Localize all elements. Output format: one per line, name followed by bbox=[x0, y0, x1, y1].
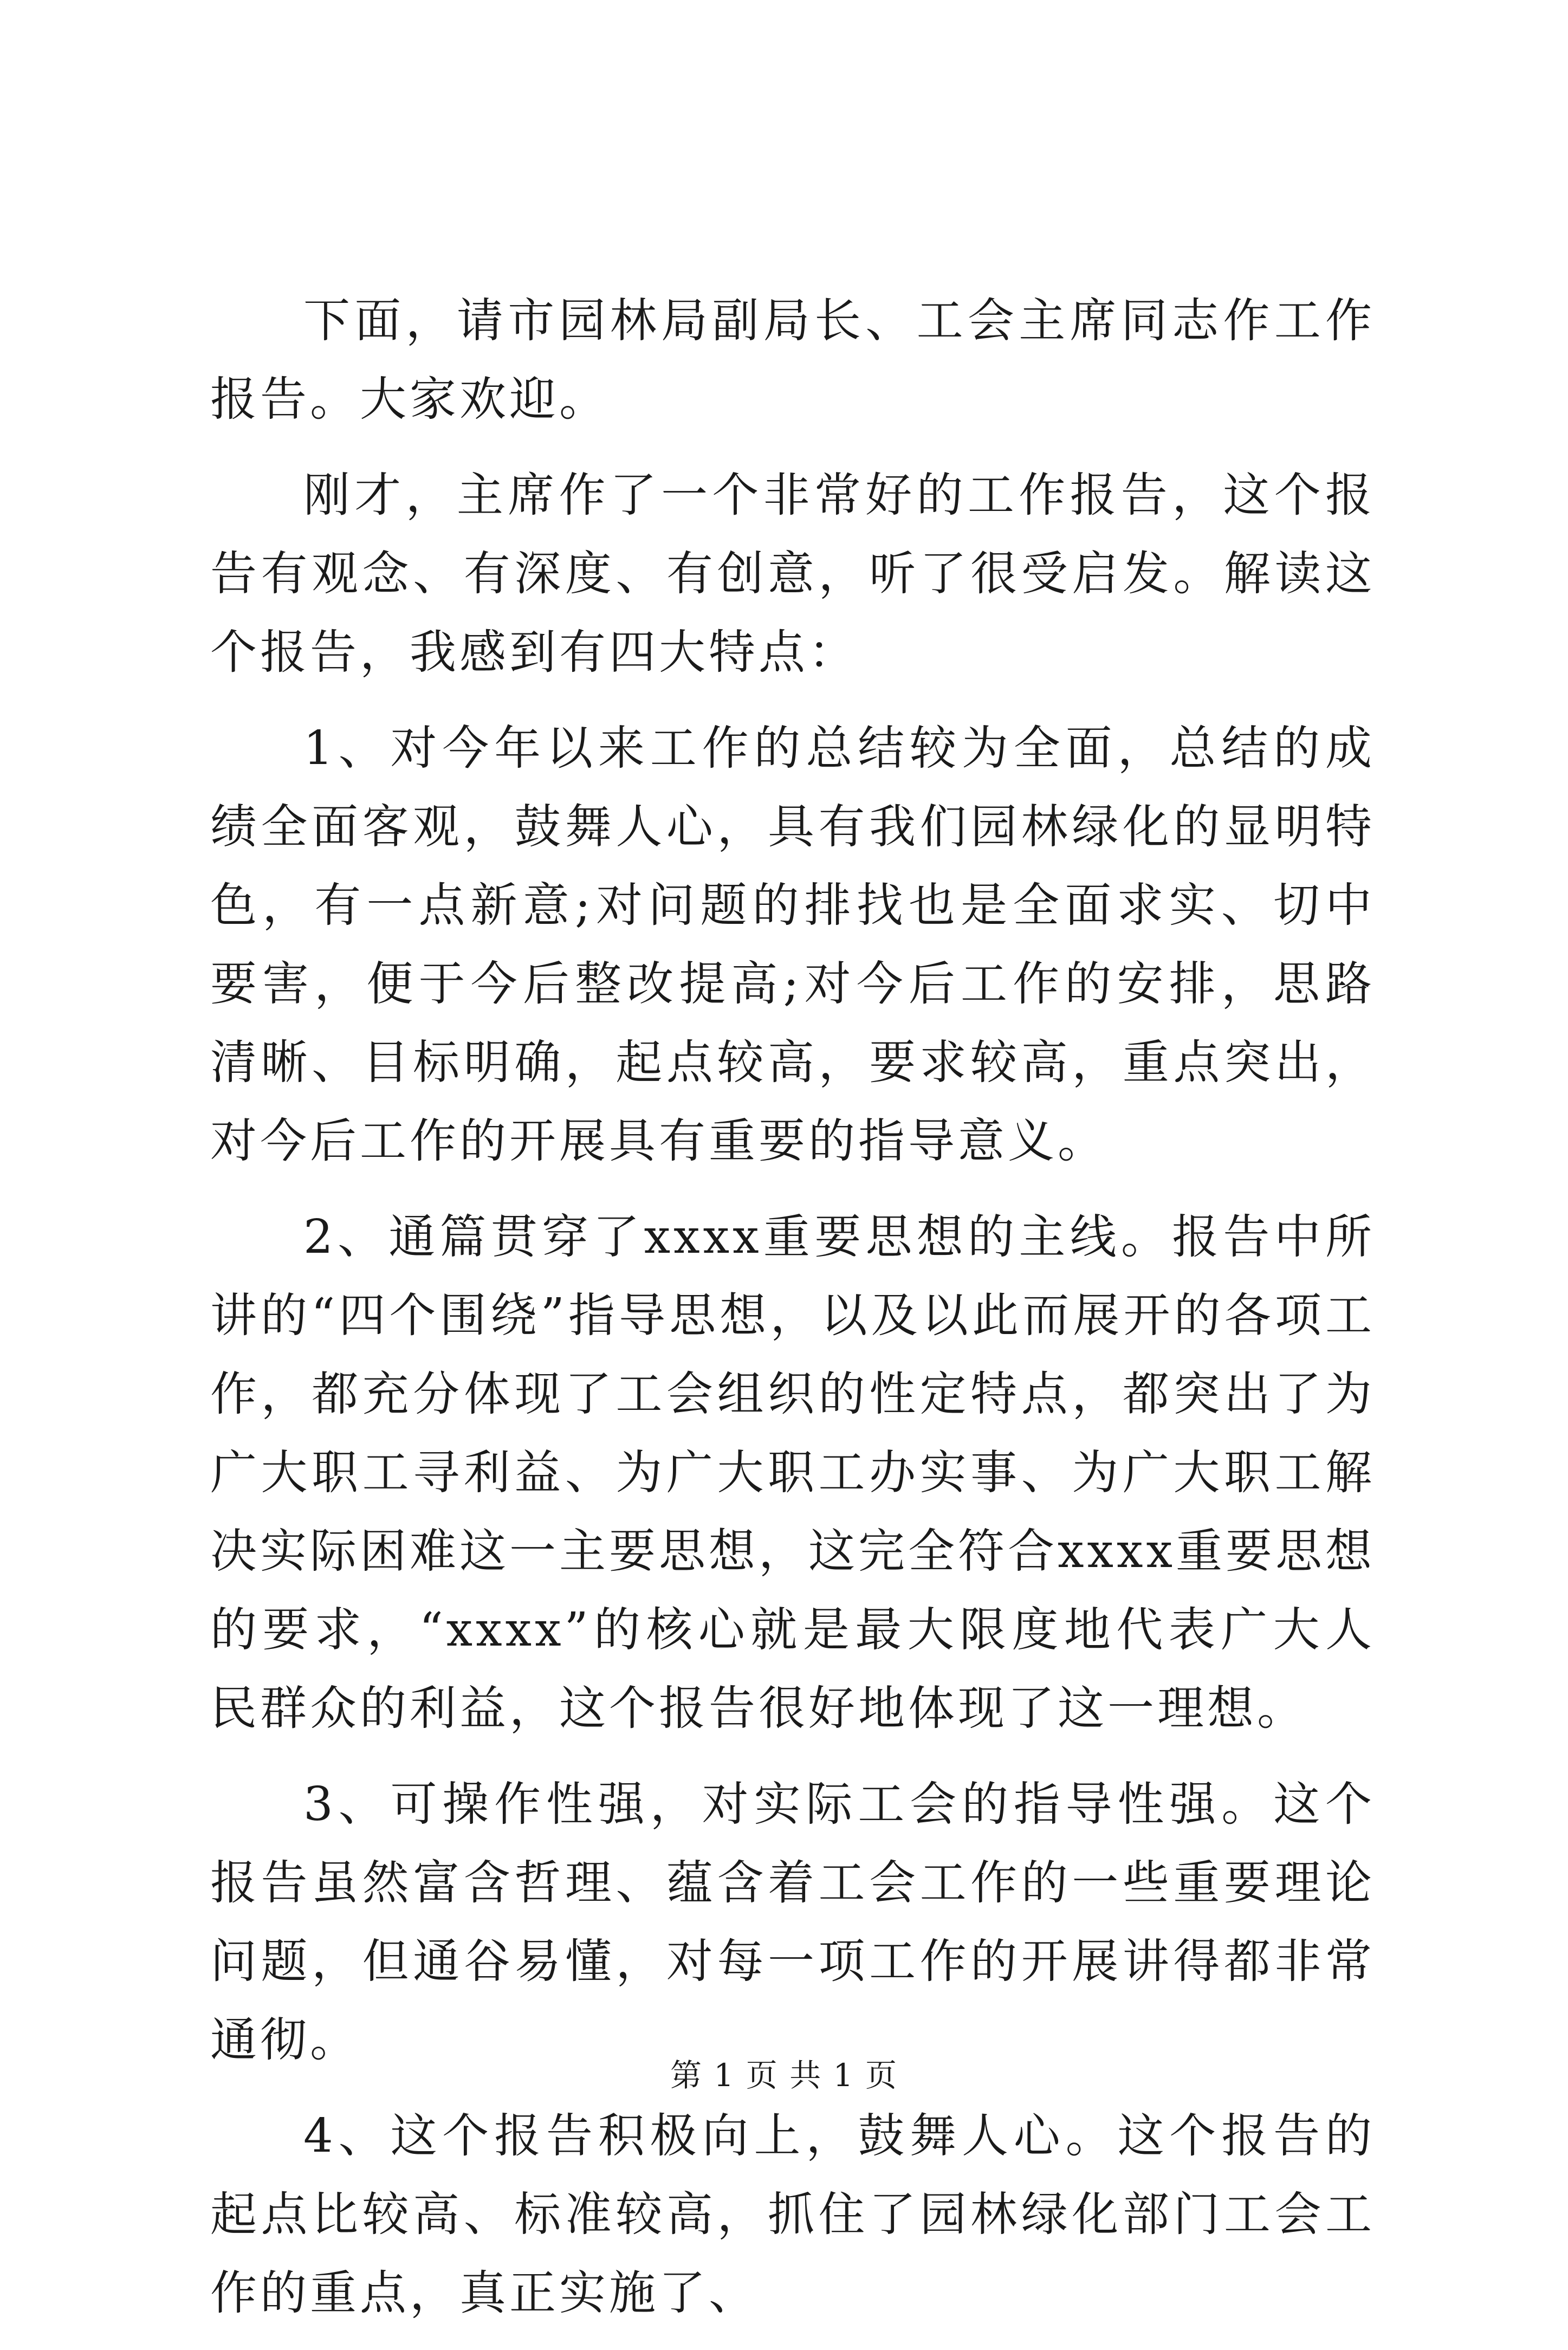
paragraph-point-4: 4、这个报告积极向上，鼓舞人心。这个报告的起点比较高、标准较高，抓住了园林绿化部门工会工作的重点，真正实施了、 bbox=[210, 2109, 1375, 2320]
paragraph-intro: 下面，请市园林局副局长、工会主席同志作工作报告。大家欢迎。 bbox=[210, 294, 1375, 426]
paragraph-point-3: 3、可操作性强，对实际工会的指导性强。这个报告虽然富含哲理、蕴含着工会工作的一些重要理论问题，但通谷易懂，对每一项工作的开展讲得都非常通彻。 bbox=[210, 1777, 1375, 2067]
paragraph-point-2: 2、通篇贯穿了xxxx重要思想的主线。报告中所讲的“四个围绕”指导思想，以及以此而展开的各项工作，都充分体现了工会组织的性定特点，都突出了为广大职工寻利益、为广大职工办实事、为广大职工解决实际困难这一主要思想，这完全符合xxxx重要思想的要求，“xxxx”的核心就是最大限度地代表广大人民群众的利益，这个报告很好地体现了这一理想。 bbox=[210, 1210, 1376, 1736]
page-footer: 第 1 页 共 1 页 bbox=[670, 2057, 898, 2094]
paragraph-summary: 刚才，主席作了一个非常好的工作报告，这个报告有观念、有深度、有创意，听了很受启发。解读这个报告，我感到有四大特点： bbox=[210, 468, 1375, 679]
paragraph-point-1: 1、对今年以来工作的总结较为全面，总结的成绩全面客观，鼓舞人心，具有我们园林绿化的显明特色，有一点新意;对问题的排找也是全面求实、切中要害，便于今后整改提高;对今后工作的安排，思路清晰、目标明确，起点较高，要求较高，重点突出，对今后工作的开展具有重要的指导意义。 bbox=[210, 721, 1375, 1168]
document-body bbox=[210, 282, 1375, 2350]
